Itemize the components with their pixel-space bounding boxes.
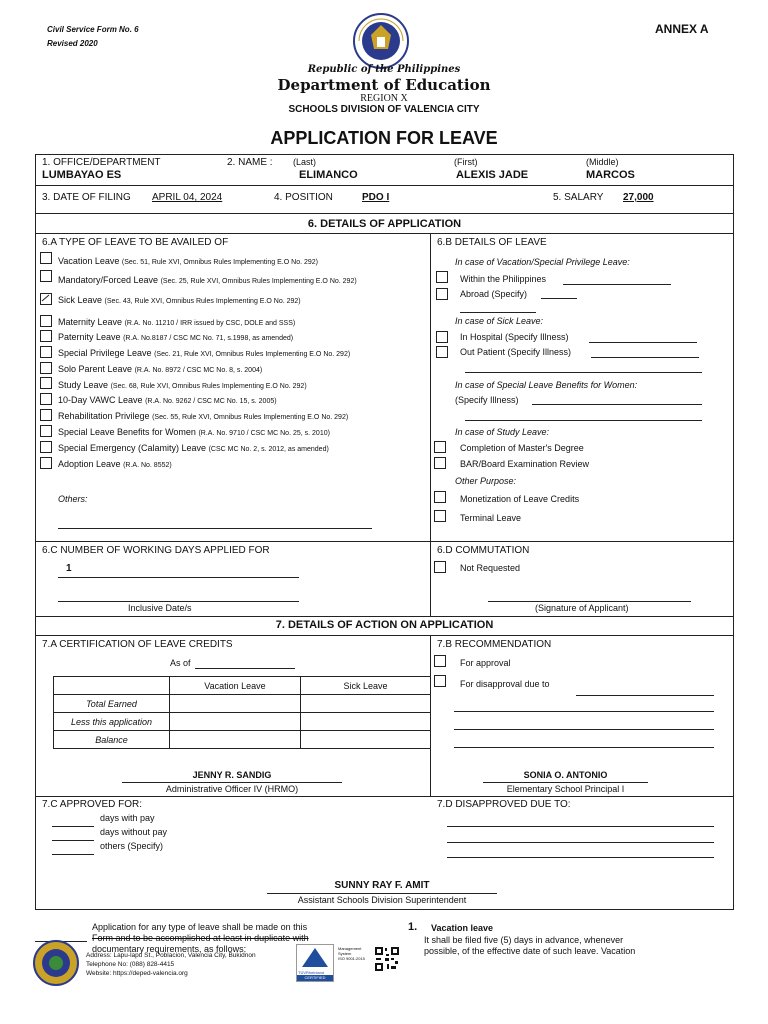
approver-signature-line	[267, 893, 497, 894]
certifier-signature-line	[122, 782, 342, 783]
table-row	[54, 695, 431, 713]
vacation-case-label: In case of Vacation/Special Privilege Leave:	[455, 257, 630, 267]
list-item	[58, 443, 329, 453]
office-value[interactable]: LUMBAYAO ES	[42, 169, 122, 181]
paternity-leave-checkbox[interactable]	[40, 330, 52, 342]
row-label: Total Earned	[54, 695, 170, 713]
others-specify-input[interactable]	[52, 854, 94, 855]
filing-date-label: 3. DATE OF FILING	[42, 192, 131, 203]
leave-reference: (R.A. No. 9710 / CSC MC No. 25, s. 2010)	[198, 430, 330, 437]
other-purpose-label: Other Purpose:	[455, 476, 517, 486]
specify-illness-label: (Specify Illness)	[455, 395, 519, 405]
divider	[35, 213, 734, 214]
list-item	[58, 427, 330, 437]
leave-reference: (Sec. 21, Rule XVI, Omnibus Rules Implementing E.O No. 292)	[154, 351, 351, 358]
leave-name: Adoption Leave	[58, 459, 121, 469]
middle-name-value[interactable]: MARCOS	[586, 169, 635, 181]
approver-name: SUNNY RAY F. AMIT	[334, 880, 430, 891]
list-item	[58, 332, 293, 342]
divider	[35, 541, 734, 542]
terminal-leave-checkbox[interactable]	[434, 510, 446, 522]
out-patient-checkbox[interactable]	[436, 346, 448, 358]
disapproved-due-to-label: 7.D DISAPPROVED DUE TO:	[437, 799, 571, 810]
leave-name: Paternity Leave	[58, 332, 121, 342]
list-item	[58, 256, 318, 266]
tuv-certified: CERTIFIED	[297, 975, 333, 981]
vacation-cell[interactable]	[170, 695, 301, 713]
not-requested-label: Not Requested	[460, 563, 521, 573]
study-case-label: In case of Study Leave:	[455, 427, 550, 437]
leave-name: Special Leave Benefits for Women	[58, 427, 196, 437]
others-label: Others:	[58, 494, 88, 504]
leave-reference: (R.A. No. 11210 / IRR issued by CSC, DOLE and SSS)	[124, 320, 296, 327]
vacation-leave-checkbox[interactable]	[40, 252, 52, 264]
leave-reference: (CSC MC No. 2, s. 2012, as amended)	[208, 446, 329, 453]
instructions-intro-line: Application for any type of leave shall be made on this	[92, 922, 308, 932]
list-item	[58, 275, 357, 285]
leave-reference: (Sec. 25, Rule XVI, Omnibus Rules Implementing E.O No. 292)	[160, 278, 357, 285]
recommender-title: Elementary School Principal I	[506, 784, 625, 794]
for-disapproval-label: For disapproval due to	[460, 679, 550, 689]
disapproval-reason-input[interactable]	[576, 695, 714, 696]
monetization-label: Monetization of Leave Credits	[460, 494, 580, 504]
within-philippines-checkbox[interactable]	[436, 271, 448, 283]
leave-name: Special Emergency (Calamity) Leave	[58, 443, 207, 453]
qr-code-icon[interactable]	[374, 946, 400, 972]
row-label: Balance	[54, 731, 170, 749]
form-title: APPLICATION FOR LEAVE	[270, 128, 498, 148]
recommendation-label: 7.B RECOMMENDATION	[437, 639, 552, 650]
column-header-vacation: Vacation Leave	[170, 677, 301, 695]
column-header-sick: Sick Leave	[301, 677, 431, 695]
not-requested-checkbox[interactable]	[434, 561, 446, 573]
divider	[35, 635, 734, 636]
republic-line: Republic of the Philippines	[307, 64, 461, 75]
others-input-line[interactable]	[58, 528, 372, 529]
as-of-label: As of	[170, 658, 191, 668]
sick-cell[interactable]	[301, 695, 431, 713]
vacation-cell[interactable]	[170, 731, 301, 749]
leave-credits-table	[53, 676, 431, 749]
footer-telephone: Telephone No: (088) 828-4415	[86, 961, 175, 968]
vawc-leave-checkbox[interactable]	[40, 393, 52, 405]
terminal-leave-label: Terminal Leave	[460, 513, 522, 523]
as-of-input[interactable]	[195, 668, 295, 669]
for-approval-checkbox[interactable]	[434, 655, 446, 667]
last-name-label: (Last)	[293, 157, 317, 167]
masters-degree-checkbox[interactable]	[434, 441, 446, 453]
annex-label: ANNEX A	[655, 22, 709, 36]
leave-reference: (R.A. No. 8552)	[123, 462, 172, 469]
monetization-checkbox[interactable]	[434, 491, 446, 503]
solo-parent-leave-checkbox[interactable]	[40, 362, 52, 374]
leave-name: Special Privilege Leave	[58, 348, 152, 358]
mandatory-leave-checkbox[interactable]	[40, 270, 52, 282]
working-days-value[interactable]: 1	[66, 563, 72, 574]
leave-reference: (Sec. 51, Rule XVI, Omnibus Rules Implementing E.O No. 292)	[121, 259, 318, 266]
instruction-item-text: possible, of the effective date of such leave. Vacation	[424, 946, 636, 956]
list-item	[58, 348, 350, 358]
disapproval-reason-input[interactable]	[454, 747, 714, 748]
instructions-intro-line: Form and to be accomplished at least in duplicate with	[92, 933, 309, 943]
approver-title: Assistant Schools Division Superintendent	[297, 895, 467, 905]
within-philippines-label: Within the Philippines	[460, 274, 547, 284]
divider	[35, 185, 734, 186]
section-7-heading: 7. DETAILS OF ACTION ON APPLICATION	[275, 619, 494, 631]
division-logo-icon	[33, 940, 79, 986]
leave-name: Maternity Leave	[58, 317, 123, 327]
disapproved-reason-input[interactable]	[447, 842, 714, 843]
days-without-pay-label: days without pay	[100, 827, 168, 837]
divider	[35, 233, 734, 234]
within-philippines-input[interactable]	[563, 284, 671, 285]
disapproval-reason-input[interactable]	[454, 729, 714, 730]
office-label: 1. OFFICE/DEPARTMENT	[42, 157, 161, 168]
list-item	[58, 364, 262, 374]
tuv-certification-badge	[296, 944, 334, 982]
divider	[35, 796, 734, 797]
vacation-cell[interactable]	[170, 713, 301, 731]
abroad-checkbox[interactable]	[436, 288, 448, 300]
leave-name: 10-Day VAWC Leave	[58, 395, 143, 405]
name-label: 2. NAME :	[227, 157, 273, 168]
instructions-intro-line: documentary requirements, as follows:	[92, 944, 247, 954]
footer-address: Address: Lapu-lapu St., Poblacion, Valencia City, Bukidnon	[86, 952, 256, 959]
leave-reference: (Sec. 43, Rule XVI, Omnibus Rules Implementing E.O No. 292)	[104, 298, 301, 305]
bar-review-checkbox[interactable]	[434, 457, 446, 469]
abroad-label: Abroad (Specify)	[460, 289, 528, 299]
working-days-input-line[interactable]	[58, 577, 299, 578]
in-hospital-checkbox[interactable]	[436, 331, 448, 343]
women-case-label: In case of Special Leave Benefits for Women:	[455, 380, 638, 390]
region-line: REGION X	[360, 93, 408, 104]
cert-label: System	[338, 951, 352, 956]
signature-line[interactable]	[488, 601, 691, 602]
in-hospital-input[interactable]	[589, 342, 697, 343]
form-revision: Revised 2020	[47, 39, 98, 48]
sick-leave-checkbox[interactable]	[40, 293, 52, 305]
column-divider	[430, 233, 431, 616]
footer-website[interactable]: Website: https://deped-valencia.org	[86, 970, 188, 977]
adoption-leave-checkbox[interactable]	[40, 457, 52, 469]
special-leave-women-checkbox[interactable]	[40, 425, 52, 437]
specify-illness-input-continued[interactable]	[465, 420, 702, 421]
filing-date-value[interactable]: APRIL 04, 2024	[152, 192, 223, 203]
instruction-item-title: Vacation leave	[431, 923, 494, 933]
certifier-title: Administrative Officer IV (HRMO)	[165, 784, 299, 794]
last-name-value[interactable]: ELIMANCO	[299, 169, 358, 181]
commutation-label: 6.D COMMUTATION	[437, 545, 530, 556]
special-emergency-leave-checkbox[interactable]	[40, 441, 52, 453]
instruction-item-text: It shall be filed five (5) days in advance, whenever	[424, 935, 624, 945]
disapproved-reason-input[interactable]	[447, 826, 714, 827]
deped-seal-icon	[353, 13, 409, 69]
divider	[35, 616, 734, 617]
section-6-heading: 6. DETAILS OF APPLICATION	[307, 218, 462, 230]
division-line: SCHOOLS DIVISION OF VALENCIA CITY	[288, 104, 480, 115]
special-privilege-leave-checkbox[interactable]	[40, 346, 52, 358]
leave-name: Mandatory/Forced Leave	[58, 275, 159, 285]
tuv-name: TÜVRheinland	[298, 970, 325, 975]
leave-reference: (R.A. No.8187 / CSC MC No. 71, s.1998, as amended)	[123, 335, 294, 342]
table-row	[54, 731, 431, 749]
bar-review-label: BAR/Board Examination Review	[460, 459, 590, 469]
inclusive-dates-input-line[interactable]	[58, 601, 299, 602]
sick-cell[interactable]	[301, 731, 431, 749]
list-item	[58, 380, 307, 390]
position-value[interactable]: PDO I	[362, 192, 390, 203]
out-patient-input[interactable]	[591, 357, 699, 358]
inclusive-dates-label: Inclusive Date/s	[128, 603, 192, 613]
maternity-leave-checkbox[interactable]	[40, 315, 52, 327]
list-item	[58, 411, 348, 421]
list-item	[58, 395, 277, 405]
leave-name: Vacation Leave	[58, 256, 120, 266]
department-line: Department of Education	[277, 76, 491, 94]
leave-details-label: 6.B DETAILS OF LEAVE	[437, 237, 547, 248]
check-mark-icon	[40, 293, 52, 305]
leave-name: Sick Leave	[58, 295, 103, 305]
out-patient-input-continued[interactable]	[465, 372, 702, 373]
tuv-triangle-icon	[297, 945, 333, 969]
specify-illness-input[interactable]	[532, 404, 702, 405]
days-with-pay-input[interactable]	[52, 826, 94, 827]
salary-label: 5. SALARY	[553, 192, 604, 203]
list-item	[58, 295, 301, 305]
approved-for-label: 7.C APPROVED FOR:	[42, 799, 143, 810]
abroad-input[interactable]	[541, 298, 577, 299]
leave-reference: (Sec. 55, Rule XVI, Omnibus Rules Implementing E.O No. 292)	[152, 414, 349, 421]
leave-reference: (Sec. 68, Rule XVI, Omnibus Rules Implementing E.O No. 292)	[110, 383, 307, 390]
recommender-name: SONIA O. ANTONIO	[523, 770, 608, 780]
table-row	[54, 713, 431, 731]
sick-case-label: In case of Sick Leave:	[455, 316, 544, 326]
certifier-name: JENNY R. SANDIG	[192, 770, 272, 780]
leave-reference: (R.A. No. 8972 / CSC MC No. 8, s. 2004)	[134, 367, 263, 374]
position-label: 4. POSITION	[274, 192, 333, 203]
working-days-label: 6.C NUMBER OF WORKING DAYS APPLIED FOR	[42, 545, 270, 556]
salary-value[interactable]: 27,000	[623, 192, 654, 203]
signature-label: (Signature of Applicant)	[535, 603, 629, 613]
form-number: Civil Service Form No. 6	[47, 25, 139, 34]
disapproved-reason-input[interactable]	[447, 857, 714, 858]
cert-label: ISO 9001:2015	[338, 956, 365, 961]
table-cell	[54, 677, 170, 695]
row-label: Less this application	[54, 713, 170, 731]
leave-name: Study Leave	[58, 380, 109, 390]
table-row	[54, 677, 431, 695]
for-approval-label: For approval	[460, 658, 511, 668]
recommender-signature-line	[483, 782, 648, 783]
sick-cell[interactable]	[301, 713, 431, 731]
abroad-input-continued[interactable]	[460, 312, 536, 313]
for-disapproval-checkbox[interactable]	[434, 675, 446, 687]
list-item	[58, 317, 295, 327]
first-name-label: (First)	[454, 157, 478, 167]
first-name-value[interactable]: ALEXIS JADE	[456, 169, 529, 181]
others-specify-label: others (Specify)	[100, 841, 164, 851]
middle-name-label: (Middle)	[586, 157, 619, 167]
study-leave-checkbox[interactable]	[40, 377, 52, 389]
leave-credits-label: 7.A CERTIFICATION OF LEAVE CREDITS	[42, 639, 233, 650]
rehabilitation-privilege-checkbox[interactable]	[40, 409, 52, 421]
leave-name: Solo Parent Leave	[58, 364, 133, 374]
instruction-item-number: 1.	[408, 921, 418, 933]
leave-reference: (R.A. No. 9262 / CSC MC No. 15, s. 2005)	[145, 398, 277, 405]
in-hospital-label: In Hospital (Specify Illness)	[460, 332, 569, 342]
list-item	[58, 459, 172, 469]
disapproval-reason-input[interactable]	[454, 711, 714, 712]
days-without-pay-input[interactable]	[52, 840, 94, 841]
cert-label: Management	[338, 946, 362, 951]
masters-degree-label: Completion of Master's Degree	[460, 443, 584, 453]
leave-name: Rehabilitation Privilege	[58, 411, 150, 421]
days-with-pay-label: days with pay	[100, 813, 155, 823]
out-patient-label: Out Patient (Specify Illness)	[460, 347, 572, 357]
leave-type-label: 6.A TYPE OF LEAVE TO BE AVAILED OF	[42, 237, 229, 248]
